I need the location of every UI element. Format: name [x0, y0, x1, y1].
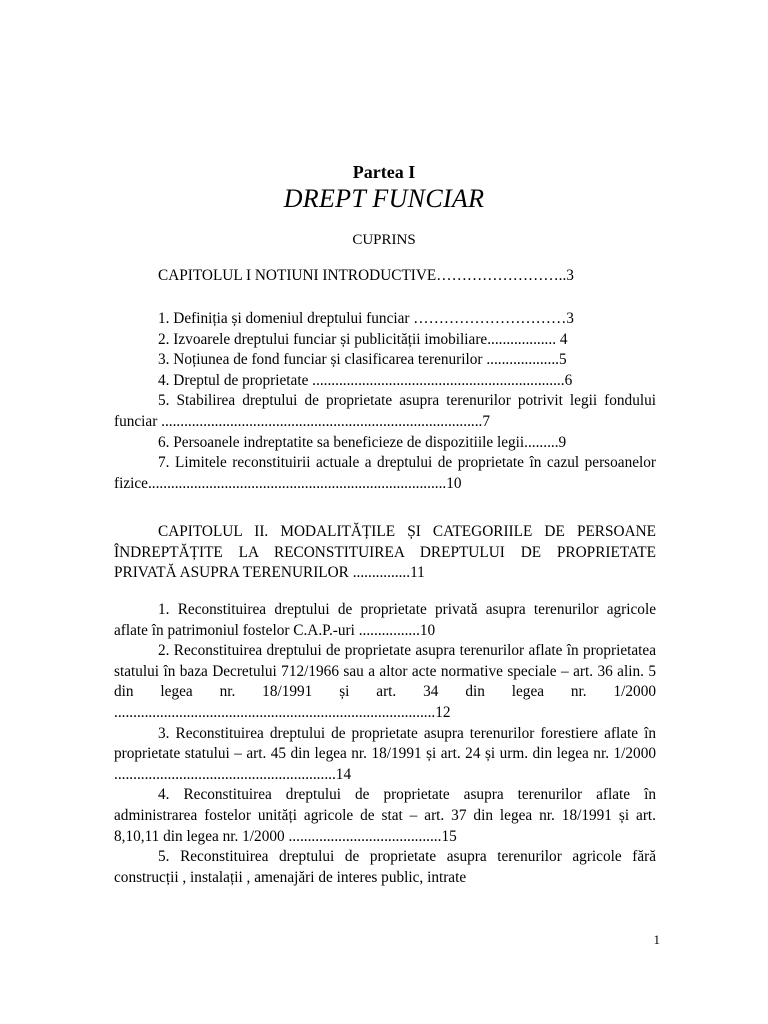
part-heading: Partea I [352, 162, 416, 182]
toc-entry: 4. Reconstituirea dreptului de proprietate asupra terenurilor aflate în administrarea fostelor unități agricole de stat – art. 37 din legea nr. 18/1991 și art. 8,10,11 din legea nr. 1/2000 ........................................15 [114, 786, 656, 845]
chapter1-section [114, 266, 656, 287]
toc-entry: 2. Izvoarele dreptului funciar și publicității imobiliare.................. 4 [158, 330, 568, 348]
contents-heading: CUPRINS [352, 232, 416, 248]
chapter2-section [114, 522, 656, 584]
toc-entry: 5. Stabilirea dreptului de proprietate asupra terenurilor potrivit legii fondului funciar ....................................................................................7 [114, 392, 656, 430]
document-title: DREPT FUNCIAR [283, 184, 485, 213]
toc-entry: 5. Reconstituirea dreptului de proprietate asupra terenurilor agricole fără construcții , instalații , amenajări de interes public, intrate [114, 848, 656, 886]
chapter1-title: CAPITOLUL I NOTIUNI INTRODUCTIVE……………………..3 [158, 267, 574, 284]
chapter2-title: CAPITOLUL II. MODALITĂȚILE ȘI CATEGORIILE DE PERSOANE ÎNDREPTĂȚITE LA RECONSTITUIREA DREPTULUI DE PROPRIETATE PRIVATĂ ASUPRA TERENURILOR ...............11 [114, 523, 656, 582]
toc-entry: 7. Limitele reconstituirii actuale a dreptului de proprietate în cazul persoanelor fizice..............................................................................10 [114, 454, 656, 492]
toc-entry: 3. Reconstituirea dreptului de proprietate asupra terenurilor forestiere aflate în proprietate statului – art. 45 din legea nr. 18/1991 și art. 24 și urm. din legea nr. 1/2000 ..........................................................14 [114, 724, 656, 783]
chapter2-toc [114, 600, 656, 888]
toc-entry: 1. Reconstituirea dreptului de proprietate privată asupra terenurilor agricole aflate în patrimoniul fostelor C.A.P.-uri ................10 [114, 601, 656, 639]
toc-entry: 6. Persoanele indreptatite sa beneficieze de dispozitiile legii.........9 [158, 433, 567, 451]
chapter1-toc [114, 309, 656, 494]
page-number: 1 [653, 932, 660, 947]
toc-entry: 1. Definiția și domeniul dreptului funciar …………………………3 [158, 310, 574, 327]
toc-entry: 2. Reconstituirea dreptului de proprietate asupra terenurilor aflate în proprietatea statului în baza Decretului 712/1966 sau a altor acte normative speciale – art. 36 alin. 5 din legea nr. 18/1991 și art. 34 din legea nr. 1/2000 ....................................................................................12 [114, 642, 656, 721]
toc-entry: 3. Noțiunea de fond funciar și clasificarea terenurilor ...................5 [158, 351, 567, 369]
toc-entry: 4. Dreptul de proprietate ..................................................................6 [158, 371, 573, 389]
